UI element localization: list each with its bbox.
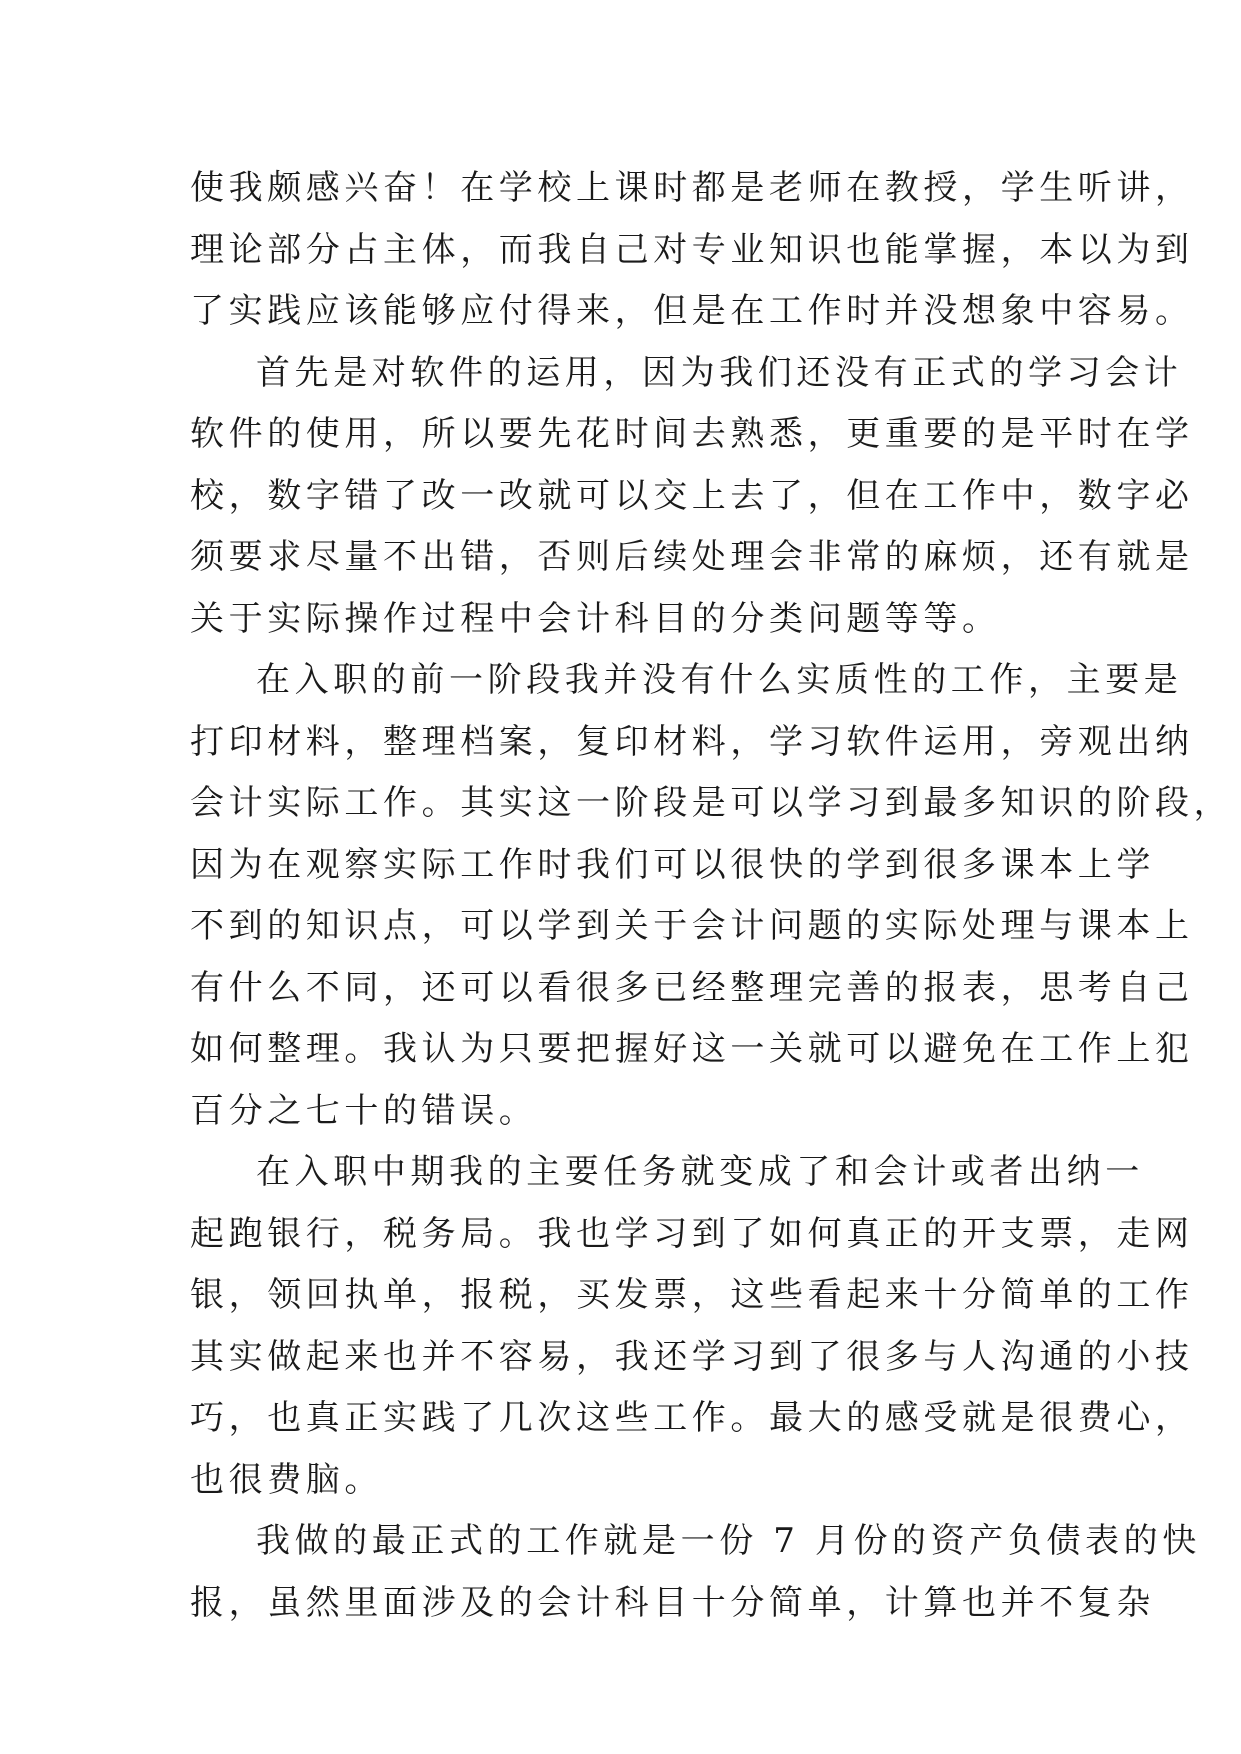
text-line: 报，虽然里面涉及的会计科目十分简单，计算也并不复杂 bbox=[190, 1582, 1155, 1623]
text-line: 首先是对软件的运用，因为我们还没有正式的学习会计 bbox=[256, 352, 1183, 393]
paragraph bbox=[190, 343, 1194, 651]
text-line: 须要求尽量不出错，否则后续处理会非常的麻烦，还有就是 bbox=[190, 537, 1194, 577]
text-line: 巧，也真正实践了几次这些工作。最大的感受就是很费心， bbox=[190, 1398, 1194, 1438]
document-body bbox=[190, 158, 1233, 1634]
paragraph bbox=[190, 1142, 1194, 1511]
text-line: 使我颇感兴奋！在学校上课时都是老师在教授，学生听讲， bbox=[190, 168, 1194, 208]
text-line: 百分之七十的错误。 bbox=[190, 1090, 538, 1131]
text-line: 如何整理。我认为只要把握好这一关就可以避免在工作上犯 bbox=[190, 1029, 1194, 1069]
text-line: 不到的知识点，可以学到关于会计问题的实际处理与课本上 bbox=[190, 906, 1194, 946]
text-line: 有什么不同，还可以看很多已经整理完善的报表，思考自己 bbox=[190, 967, 1194, 1008]
text-line: 起跑银行，税务局。我也学习到了如何真正的开支票，走网 bbox=[190, 1213, 1194, 1254]
text-line: 也很费脑。 bbox=[190, 1459, 383, 1500]
text-line: 银，领回执单，报税，买发票，这些看起来十分简单的工作 bbox=[190, 1275, 1194, 1315]
text-line: 打印材料，整理档案，复印材料，学习软件运用，旁观出纳 bbox=[190, 721, 1194, 762]
text-line: 了实践应该能够应付得来，但是在工作时并没想象中容易。 bbox=[190, 291, 1194, 331]
text-line: 在入职中期我的主要任务就变成了和会计或者出纳一 bbox=[256, 1152, 1144, 1192]
text-line: 在入职的前一阶段我并没有什么实质性的工作，主要是 bbox=[256, 660, 1183, 700]
text-line: 其实做起来也并不容易，我还学习到了很多与人沟通的小技 bbox=[190, 1336, 1194, 1377]
text-line: 理论部分占主体，而我自己对专业知识也能掌握，本以为到 bbox=[190, 229, 1194, 270]
text-line: 关于实际操作过程中会计科目的分类问题等等。 bbox=[190, 598, 1001, 639]
text-line: 软件的使用，所以要先花时间去熟悉，更重要的是平时在学 bbox=[190, 414, 1194, 454]
text-line: 因为在观察实际工作时我们可以很快的学到很多课本上学 bbox=[190, 844, 1155, 885]
text-line: 校，数字错了改一改就可以交上去了，但在工作中，数字必 bbox=[190, 475, 1194, 516]
paragraph bbox=[190, 650, 1233, 1142]
paragraph bbox=[190, 158, 1194, 343]
text-line: 会计实际工作。其实这一阶段是可以学习到最多知识的阶段， bbox=[190, 783, 1233, 823]
text-line: 我做的最正式的工作就是一份 7 月份的资产负债表的快 bbox=[256, 1521, 1201, 1561]
paragraph bbox=[190, 1511, 1201, 1634]
